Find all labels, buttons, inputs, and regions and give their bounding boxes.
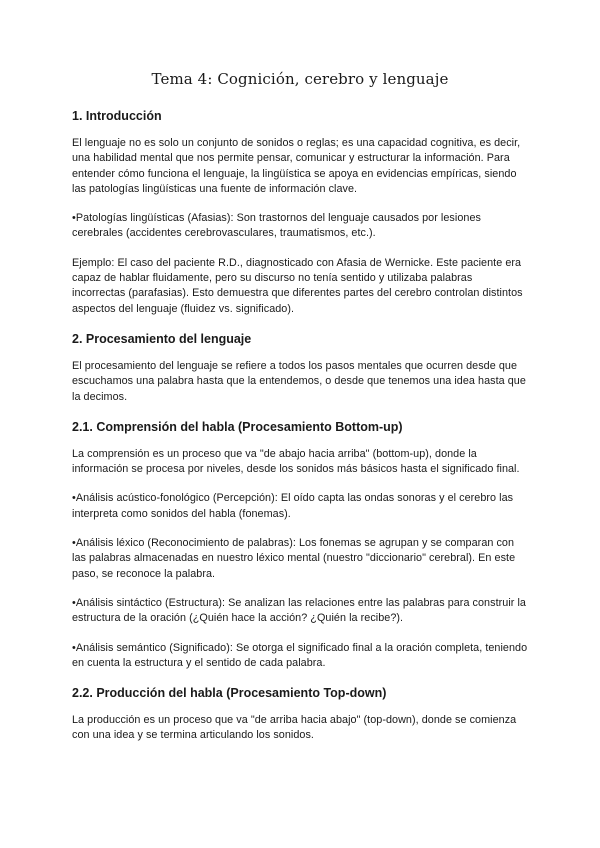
bullet-paragraph: •Patologías lingüísticas (Afasias): Son trastornos del lenguaje causados por lesiones cerebrales (accidentes cerebrovasculares, traumatismos, etc.). [72, 212, 481, 240]
section-heading: 2. Procesamiento del lenguaje [72, 331, 252, 346]
section-procesamiento [72, 331, 528, 405]
bullet-paragraph: •Análisis acústico-fonológico (Percepción): El oído capta las ondas sonoras y el cerebro las interpreta como sonidos del habla (fonemas). [72, 492, 514, 520]
bullet-paragraph: •Análisis semántico (Significado): Se otorga el significado final a la oración completa, teniendo en cuenta la estructura y el sentido de cada palabra. [72, 641, 528, 669]
paragraph: El procesamiento del lenguaje se refiere a todos los pasos mentales que ocurren desde que escuchamos una palabra hasta que la entendemos, o desde que tenemos una idea hasta que la decimos. [72, 359, 526, 403]
example-paragraph: Ejemplo: El caso del paciente R.D., diagnosticado con Afasia de Wernicke. Este paciente era capaz de hablar fluidamente, pero su discurso no tenía sentido y utilizaba palabras incorrectas (parafasias). Esto demuestra que diferentes partes del cerebro controlan distintos aspectos del lenguaje (fluidez vs. significado). [72, 256, 523, 315]
bullet-paragraph: •Análisis léxico (Reconocimiento de palabras): Los fonemas se agrupan y se comparan con las palabras almacenadas en nuestro léxico mental (nuestro "diccionario" cerebral). En este paso, se reconoce la palabra. [72, 537, 516, 580]
paragraph: La producción es un proceso que va "de arriba hacia abajo" (top-down), donde se comienza con una idea y se termina articulando los sonidos. [72, 714, 517, 742]
section-comprension [72, 419, 528, 671]
section-introduccion [72, 108, 528, 317]
bullet-paragraph: •Análisis sintáctico (Estructura): Se analizan las relaciones entre las palabras para construir la estructura de la oración (¿Quién hace la acción? ¿Quién la recibe?). [72, 596, 526, 625]
section-heading: 2.1. Comprensión del habla (Procesamiento Bottom-up) [72, 419, 403, 434]
paragraph: El lenguaje no es solo un conjunto de sonidos o reglas; es una capacidad cognitiva, es decir, una habilidad mental que nos permite pensar, comunicar y estructurar la información. Para entender cómo funciona el lenguaje, la lingüística se apoya en evidencias empíricas, siendo las patologías lingüísticas una fuente de información clave. [72, 137, 521, 195]
section-heading: 1. Introducción [72, 109, 162, 123]
section-heading: 2.2. Producción del habla (Procesamiento Top-down) [72, 686, 387, 701]
document-title: Tema 4: Cognición, cerebro y lenguaje [151, 70, 449, 88]
paragraph: La comprensión es un proceso que va "de abajo hacia arriba" (bottom-up), donde la información se procesa por niveles, desde los sonidos más básicos hasta el significado final. [72, 447, 520, 476]
section-produccion [72, 685, 528, 744]
